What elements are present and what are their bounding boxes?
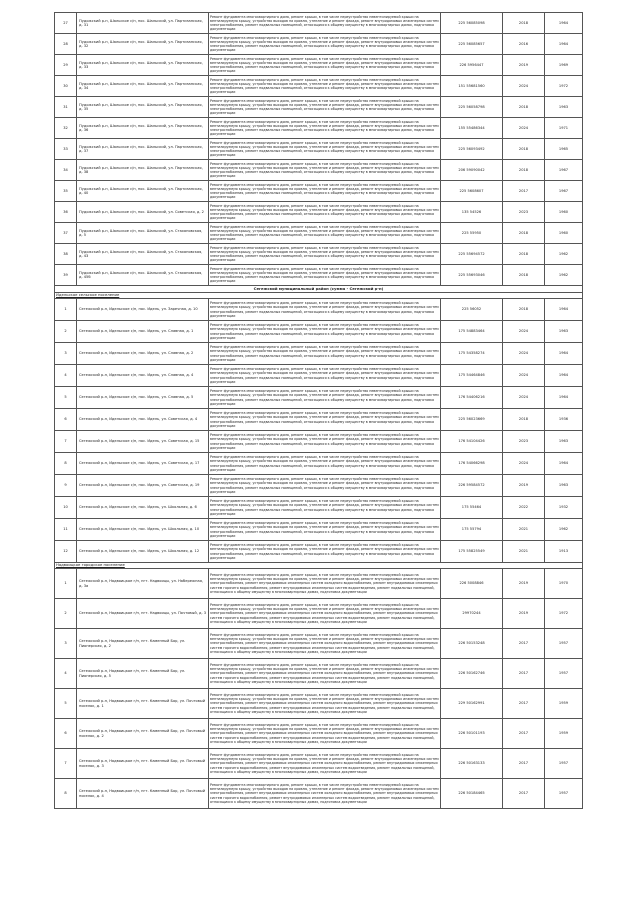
address-cell: Сегежский р-н, Надвоицкое г/п, пгт. Каменный Бор, ул. Пионерская, д. 5 <box>77 659 209 689</box>
work-description-cell: Ремонт фундамента многоквартирного дома, ремонт крыши, в том числе переустройство невентилируемой крыши на вентилируемую крышу, устройство выходов на кровлю, утепление и ремонт фасада, ремонт внутридомовых инженерных систем электроснабжения, ремонт подвальных помещений, относящихся к общему имуществу в многоквартирных домах, подготовка документации <box>209 55 441 76</box>
table-row <box>55 541 583 563</box>
cost-cell: 226 50184465 <box>441 779 503 809</box>
address-cell: Пудожский р-н, Шальское с/п, пос. Шальский, ул. Партизанская, д. 33 <box>77 55 209 76</box>
address-cell: Сегежский р-н, Идельское с/п, пос. Идель, ул. Советская, д. 4 <box>77 409 209 431</box>
row-number: 38 <box>55 244 77 265</box>
work-description-cell: Ремонт фундамента многоквартирного дома, ремонт крыши, в том числе переустройство невентилируемой крыши на вентилируемую крышу, устройство выходов на кровлю, утепление и ремонт фасада, ремонт внутридомовых инженерных систем электроснабжения, ремонт подвальных помещений, относящихся к общему имуществу в многоквартирных домах, подготовка документации <box>209 453 441 475</box>
built-year-cell: 1964 <box>545 299 583 321</box>
year-cell: 2024 <box>503 365 545 387</box>
row-number: 34 <box>55 160 77 181</box>
work-description-cell: Ремонт фундамента многоквартирного дома, ремонт крыши, в том числе переустройство невентилируемой крыши на вентилируемую крышу, устройство выходов на кровлю, утепление и ремонт фасада, ремонт внутридомовых инженерных систем электроснабжения, ремонт подвальных помещений, относящихся к общему имуществу в многоквартирных домах, подготовка документации <box>209 223 441 244</box>
address-cell: Пудожский р-н, Шальское с/п, пос. Шальский, ул. Партизанская, д. 40 <box>77 181 209 202</box>
year-cell: 2024 <box>503 76 545 97</box>
work-description-cell: Ремонт фундамента многоквартирного дома, ремонт крыши, в том числе переустройство невентилируемой крыши на вентилируемую крышу, устройство выходов на кровлю, утепление и ремонт фасада, ремонт внутридомовых инженерных систем электроснабжения, ремонт подвальных помещений, относящихся к общему имуществу в многоквартирных домах, подготовка документации <box>209 181 441 202</box>
address-cell: Сегежский р-н, Надвоицкое г/п, пгт. Каменный Бор, ул. Почтовый поселок, д. 2 <box>77 719 209 749</box>
cost-cell: 226 50163133 <box>441 749 503 779</box>
built-year-cell: 1963 <box>545 97 583 118</box>
work-description-cell: Ремонт фундамента многоквартирного дома, ремонт крыши, в том числе переустройство невентилируемой крыши на вентилируемую крышу, устройство выходов на кровлю, утепление и ремонт фасада, ремонт внутридомовых инженерных систем электроснабжения, ремонт подвальных помещений, относящихся к общему имуществу в многоквартирных домах, подготовка документации <box>209 202 441 223</box>
address-cell: Сегежский р-н, Идельское с/п, пос. Идель, ул. Славная, д. 5 <box>77 387 209 409</box>
table-row <box>55 321 583 343</box>
cost-cell: 176 54406216 <box>441 387 503 409</box>
work-description-cell: Ремонт фундамента многоквартирного дома, ремонт крыши, в том числе переустройство невентилируемой крыши на вентилируемую крышу, устройство выходов на кровлю, утепление и ремонт фасада, ремонт внутридомовых инженерных систем электроснабжения, ремонт подвальных помещений, относящихся к общему имуществу в многоквартирных домах, подготовка документации <box>209 34 441 55</box>
built-year-cell: 1957 <box>545 749 583 779</box>
built-year-cell: 1957 <box>545 629 583 659</box>
work-description-cell: Ремонт фундамента многоквартирного дома, ремонт крыши, в том числе переустройство невентилируемой крыши на вентилируемую крышу, устройство выходов на кровлю, утепление и ремонт фасада, ремонт внутридомовых инженерных систем электроснабжения, ремонт подвальных помещений, относящихся к общему имуществу в многоквартирных домах, подготовка документации <box>209 299 441 321</box>
cost-cell: 225 56023669 <box>441 409 503 431</box>
cost-cell: 206 59090042 <box>441 160 503 181</box>
row-number: 4 <box>55 659 77 689</box>
table-row <box>55 599 583 629</box>
year-cell: 2021 <box>503 519 545 541</box>
cost-cell: 229 50162991 <box>441 689 503 719</box>
cost-cell: 175 54358274 <box>441 343 503 365</box>
year-cell: 2023 <box>503 431 545 453</box>
built-year-cell: 1959 <box>545 719 583 749</box>
address-cell: Сегежский р-н, Идельское с/п, пос. Идель, ул. Славная, д. 4 <box>77 365 209 387</box>
address-cell: Сегежский р-н, Идельское с/п, пос. Идель, ул. Советская, д. 19 <box>77 475 209 497</box>
row-number: 5 <box>55 689 77 719</box>
address-cell: Сегежский р-н, Идельское с/п, пос. Идель, ул. Школьная, д. 10 <box>77 519 209 541</box>
row-number: 27 <box>55 13 77 34</box>
row-number: 1 <box>55 299 77 321</box>
built-year-cell: 1962 <box>545 519 583 541</box>
year-cell: 2018 <box>503 160 545 181</box>
row-number: 33 <box>55 139 77 160</box>
cost-cell: 135 54526 <box>441 202 503 223</box>
work-description-cell: Ремонт фундамента многоквартирного дома, ремонт крыши, в том числе переустройство невентилируемой крыши на вентилируемую крышу, устройство выходов на кровлю, утепление и ремонт фасада, ремонт внутридомовых инженерных систем электроснабжения, ремонт подвальных помещений, относящихся к общему имуществу в многоквартирных домах, подготовка документации <box>209 160 441 181</box>
address-cell: Пудожский р-н, Шальское с/п, пос. Шальский, ул. Стахановская, д. 45б <box>77 265 209 286</box>
work-description-cell: Ремонт фундамента многоквартирного дома, ремонт крыши, в том числе переустройство невентилируемой крыши на вентилируемую крышу, устройство выходов на кровлю, утепление и ремонт фасада, ремонт внутридомовых инженерных систем электроснабжения, ремонт подвальных помещений, относящихся к общему имуществу в многоквартирных домах, подготовка документации <box>209 409 441 431</box>
year-cell: 2024 <box>503 118 545 139</box>
address-cell: Сегежский р-н, Идельское с/п, пос. Идель, ул. Советская, д. 15 <box>77 431 209 453</box>
year-cell: 2019 <box>503 569 545 599</box>
work-description-cell: Ремонт фундамента многоквартирного дома, ремонт крыши, в том числе переустройство невентилируемой крыши на вентилируемую крышу, устройство выходов на кровлю, утепление и ремонт фасада, ремонт внутридомовых инженерных систем электроснабжения, ремонт подвальных помещений, относящихся к общему имуществу в многоквартирных домах, подготовка документации <box>209 365 441 387</box>
built-year-cell: 1964 <box>545 453 583 475</box>
address-cell: Пудожский р-н, Шальское с/п, пос. Шальский, ул. Партизанская, д. 31 <box>77 13 209 34</box>
address-cell: Сегежский р-н, Надвоицкое г/п, пгт. Каменный Бор, ул. Почтовый поселок, д. 4 <box>77 779 209 809</box>
row-number: 28 <box>55 34 77 55</box>
address-cell: Пудожский р-н, Шальское с/п, пос. Шальский, ул. Партизанская, д. 36 <box>77 118 209 139</box>
year-cell: 2016 <box>503 34 545 55</box>
table-row <box>55 202 583 223</box>
cost-cell: 151 55681560 <box>441 76 503 97</box>
year-cell: 2021 <box>503 541 545 563</box>
table-row <box>55 749 583 779</box>
table-row <box>55 689 583 719</box>
built-year-cell: 1964 <box>545 13 583 34</box>
built-year-cell: 1960 <box>545 202 583 223</box>
year-cell: 2019 <box>503 599 545 629</box>
year-cell: 2018 <box>503 409 545 431</box>
year-cell: 2019 <box>503 55 545 76</box>
table-row <box>55 299 583 321</box>
address-cell: Сегежский р-н, Идельское с/п, пос. Идель, ул. Славная, д. 2 <box>77 343 209 365</box>
address-cell: Пудожский р-н, Шальское с/п, пос. Шальский, ул. Партизанская, д. 37 <box>77 139 209 160</box>
work-description-cell: Ремонт фундамента многоквартирного дома, ремонт крыши, в том числе переустройство невентилируемой крыши на вентилируемую крышу, устройство выходов на кровлю, утепление и ремонт фасада, ремонт внутридомовых инженерных систем электроснабжения, ремонт подвальных помещений, относящихся к общему имуществу в многоквартирных домах, подготовка документации <box>209 519 441 541</box>
built-year-cell: 1964 <box>545 343 583 365</box>
table-row <box>55 223 583 244</box>
built-year-cell: 1964 <box>545 387 583 409</box>
work-description-cell: Ремонт фундамента многоквартирного дома, ремонт крыши, в том числе переустройство невентилируемой крыши на вентилируемую крышу, устройство выходов на кровлю, утепление и ремонт фасада, ремонт внутридомовых инженерных систем электроснабжения, ремонт внутридомовых инженерных систем холодного водоснабжения, ремонт внутридомовых инженерных систем горячего водоснабжения, ремонт внутридомовых инженерных систем водоотведения, ремонт подвальных помещений, относящихся к общему имуществу в многоквартирных домах, подготовка документации <box>209 569 441 599</box>
row-number: 35 <box>55 181 77 202</box>
table-row <box>55 387 583 409</box>
work-description-cell: Ремонт фундамента многоквартирного дома, ремонт крыши, в том числе переустройство невентилируемой крыши на вентилируемую крышу, устройство выходов на кровлю, утепление и ремонт фасада, ремонт внутридомовых инженерных систем электроснабжения, ремонт внутридомовых инженерных систем холодного водоснабжения, ремонт внутридомовых инженерных систем горячего водоснабжения, ремонт внутридомовых инженерных систем водоотведения, ремонт подвальных помещений, относящихся к общему имуществу в многоквартирных домах, подготовка документации <box>209 599 441 629</box>
work-description-cell: Ремонт фундамента многоквартирного дома, ремонт крыши, в том числе переустройство невентилируемой крыши на вентилируемую крышу, устройство выходов на кровлю, утепление и ремонт фасада, ремонт внутридомовых инженерных систем электроснабжения, ремонт подвальных помещений, относящихся к общему имуществу в многоквартирных домах, подготовка документации <box>209 97 441 118</box>
row-number: 10 <box>55 497 77 519</box>
table-row <box>55 453 583 475</box>
table-row <box>55 475 583 497</box>
year-cell: 2018 <box>503 13 545 34</box>
address-cell: Пудожский р-н, Шальское с/п, пос. Шальский, ул. Советская, д. 2 <box>77 202 209 223</box>
year-cell: 2023 <box>503 202 545 223</box>
address-cell: Сегежский р-н, Надвоицкое г/п, пгт. Надвоицы, ул. Почтовый, д. 3 <box>77 599 209 629</box>
row-number: 11 <box>55 519 77 541</box>
row-number: 1 <box>55 569 77 599</box>
work-description-cell: Ремонт фундамента многоквартирного дома, ремонт крыши, в том числе переустройство невентилируемой крыши на вентилируемую крышу, устройство выходов на кровлю, утепление и ремонт фасада, ремонт внутридомовых инженерных систем электроснабжения, ремонт внутридомовых инженерных систем холодного водоснабжения, ремонт внутридомовых инженерных систем горячего водоснабжения, ремонт внутридомовых инженерных систем водоотведения, ремонт подвальных помещений, относящихся к общему имуществу в многоквартирных домах, подготовка документации <box>209 689 441 719</box>
cost-cell: 175 55825549 <box>441 541 503 563</box>
work-description-cell: Ремонт фундамента многоквартирного дома, ремонт крыши, в том числе переустройство невентилируемой крыши на вентилируемую крышу, устройство выходов на кровлю, утепление и ремонт фасада, ремонт внутридомовых инженерных систем электроснабжения, ремонт подвальных помещений, относящихся к общему имуществу в многоквартирных домах, подготовка документации <box>209 497 441 519</box>
built-year-cell: 1970 <box>545 569 583 599</box>
row-number: 7 <box>55 749 77 779</box>
built-year-cell: 1963 <box>545 321 583 343</box>
cost-cell: 175 54883464 <box>441 321 503 343</box>
table-row <box>55 97 583 118</box>
work-description-cell: Ремонт фундамента многоквартирного дома, ремонт крыши, в том числе переустройство невентилируемой крыши на вентилируемую крышу, устройство выходов на кровлю, утепление и ремонт фасада, ремонт внутридомовых инженерных систем электроснабжения, ремонт внутридомовых инженерных систем холодного водоснабжения, ремонт внутридомовых инженерных систем горячего водоснабжения, ремонт внутридомовых инженерных систем водоотведения, ремонт подвальных помещений, относящихся к общему имуществу в многоквартирных домах, подготовка документации <box>209 749 441 779</box>
year-cell: 2018 <box>503 97 545 118</box>
built-year-cell: 1932 <box>545 497 583 519</box>
built-year-cell: 1965 <box>545 139 583 160</box>
subsection-nadvoitskoe: Надвоицкое городское поселение <box>55 563 583 569</box>
row-number: 6 <box>55 409 77 431</box>
cost-cell: 225 56085098 <box>441 13 503 34</box>
table-row <box>55 244 583 265</box>
work-description-cell: Ремонт фундамента многоквартирного дома, ремонт крыши, в том числе переустройство невентилируемой крыши на вентилируемую крышу, устройство выходов на кровлю, утепление и ремонт фасада, ремонт внутридомовых инженерных систем электроснабжения, ремонт подвальных помещений, относящихся к общему имуществу в многоквартирных домах, подготовка документации <box>209 76 441 97</box>
repair-program-table <box>54 12 583 809</box>
row-number: 9 <box>55 475 77 497</box>
row-number: 31 <box>55 97 77 118</box>
work-description-cell: Ремонт фундамента многоквартирного дома, ремонт крыши, в том числе переустройство невентилируемой крыши на вентилируемую крышу, устройство выходов на кровлю, утепление и ремонт фасада, ремонт внутридомовых инженерных систем электроснабжения, ремонт подвальных помещений, относящихся к общему имуществу в многоквартирных домах, подготовка документации <box>209 343 441 365</box>
built-year-cell: 1967 <box>545 181 583 202</box>
year-cell: 2017 <box>503 749 545 779</box>
cost-cell: 176 54104426 <box>441 431 503 453</box>
work-description-cell: Ремонт фундамента многоквартирного дома, ремонт крыши, в том числе переустройство невентилируемой крыши на вентилируемую крышу, устройство выходов на кровлю, утепление и ремонт фасада, ремонт внутридомовых инженерных систем электроснабжения, ремонт внутридомовых инженерных систем холодного водоснабжения, ремонт внутридомовых инженерных систем горячего водоснабжения, ремонт внутридомовых инженерных систем водоотведения, ремонт подвальных помещений, относящихся к общему имуществу в многоквартирных домах, подготовка документации <box>209 779 441 809</box>
address-cell: Пудожский р-н, Шальское с/п, пос. Шальский, ул. Стахановская, д. 5 <box>77 223 209 244</box>
table-row <box>55 13 583 34</box>
address-cell: Сегежский р-н, Надвоицкое г/п, пгт. Надвоицы, ул. Набережная, д. 3а <box>77 569 209 599</box>
cost-cell: 225 56085657 <box>441 34 503 55</box>
address-cell: Пудожский р-н, Шальское с/п, пос. Шальский, ул. Стахановская, д. 43 <box>77 244 209 265</box>
row-number: 5 <box>55 387 77 409</box>
cost-cell: 29970244 <box>441 599 503 629</box>
year-cell: 2017 <box>503 659 545 689</box>
row-number: 2 <box>55 321 77 343</box>
built-year-cell: 1959 <box>545 689 583 719</box>
cost-cell: 226 59584572 <box>441 475 503 497</box>
built-year-cell: 1972 <box>545 599 583 629</box>
year-cell: 2024 <box>503 343 545 365</box>
cost-cell: 175 54464846 <box>441 365 503 387</box>
year-cell: 2017 <box>503 181 545 202</box>
row-number: 39 <box>55 265 77 286</box>
work-description-cell: Ремонт фундамента многоквартирного дома, ремонт крыши, в том числе переустройство невентилируемой крыши на вентилируемую крышу, устройство выходов на кровлю, утепление и ремонт фасада, ремонт внутридомовых инженерных систем электроснабжения, ремонт подвальных помещений, относящихся к общему имуществу в многоквартирных домах, подготовка документации <box>209 139 441 160</box>
year-cell: 2019 <box>503 475 545 497</box>
row-number: 30 <box>55 76 77 97</box>
year-cell: 2022 <box>503 497 545 519</box>
cost-cell: 225 5608607 <box>441 181 503 202</box>
work-description-cell: Ремонт фундамента многоквартирного дома, ремонт крыши, в том числе переустройство невентилируемой крыши на вентилируемую крышу, устройство выходов на кровлю, утепление и ремонт фасада, ремонт внутридомовых инженерных систем электроснабжения, ремонт подвальных помещений, относящихся к общему имуществу в многоквартирных домах, подготовка документации <box>209 387 441 409</box>
address-cell: Сегежский р-н, Идельское с/п, пос. Идель, ул. Советская, д. 17 <box>77 453 209 475</box>
table-row <box>55 181 583 202</box>
cost-cell: 225 56058798 <box>441 97 503 118</box>
work-description-cell: Ремонт фундамента многоквартирного дома, ремонт крыши, в том числе переустройство невентилируемой крыши на вентилируемую крышу, устройство выходов на кровлю, утепление и ремонт фасада, ремонт внутридомовых инженерных систем электроснабжения, ремонт подвальных помещений, относящихся к общему имуществу в многоквартирных домах, подготовка документации <box>209 13 441 34</box>
table-row <box>55 659 583 689</box>
built-year-cell: 1964 <box>545 365 583 387</box>
year-cell: 2017 <box>503 629 545 659</box>
group-idelskoe <box>55 299 583 563</box>
table-row <box>55 629 583 659</box>
work-description-cell: Ремонт фундамента многоквартирного дома, ремонт крыши, в том числе переустройство невентилируемой крыши на вентилируемую крышу, устройство выходов на кровлю, утепление и ремонт фасада, ремонт внутридомовых инженерных систем электроснабжения, ремонт подвальных помещений, относящихся к общему имуществу в многоквартирных домах, подготовка документации <box>209 244 441 265</box>
row-number: 6 <box>55 719 77 749</box>
table-row <box>55 497 583 519</box>
row-number: 8 <box>55 453 77 475</box>
row-number: 32 <box>55 118 77 139</box>
table-row <box>55 343 583 365</box>
row-number: 7 <box>55 431 77 453</box>
work-description-cell: Ремонт фундамента многоквартирного дома, ремонт крыши, в том числе переустройство невентилируемой крыши на вентилируемую крышу, устройство выходов на кровлю, утепление и ремонт фасада, ремонт внутридомовых инженерных систем электроснабжения, ремонт подвальных помещений, относящихся к общему имуществу в многоквартирных домах, подготовка документации <box>209 541 441 563</box>
row-number: 37 <box>55 223 77 244</box>
year-cell: 2018 <box>503 244 545 265</box>
cost-cell: 175 55794 <box>441 519 503 541</box>
built-year-cell: 1969 <box>545 55 583 76</box>
group-shalskoe <box>55 13 583 286</box>
built-year-cell: 1960 <box>545 223 583 244</box>
year-cell: 2017 <box>503 779 545 809</box>
row-number: 3 <box>55 629 77 659</box>
cost-cell: 225 56093492 <box>441 139 503 160</box>
work-description-cell: Ремонт фундамента многоквартирного дома, ремонт крыши, в том числе переустройство невентилируемой крыши на вентилируемую крышу, устройство выходов на кровлю, утепление и ремонт фасада, ремонт внутридомовых инженерных систем электроснабжения, ремонт внутридомовых инженерных систем холодного водоснабжения, ремонт внутридомовых инженерных систем горячего водоснабжения, ремонт внутридомовых инженерных систем водоотведения, ремонт подвальных помещений, относящихся к общему имуществу в многоквартирных домах, подготовка документации <box>209 659 441 689</box>
year-cell: 2018 <box>503 139 545 160</box>
cost-cell: 225 55694572 <box>441 244 503 265</box>
built-year-cell: 1962 <box>545 244 583 265</box>
year-cell: 2024 <box>503 321 545 343</box>
year-cell: 2024 <box>503 453 545 475</box>
built-year-cell: 1957 <box>545 779 583 809</box>
section-title: Сегежский муниципальный район (сумма - Сегежский р-н) <box>55 286 583 293</box>
table-row <box>55 160 583 181</box>
program-table-page <box>54 12 582 809</box>
group-nadvoitskoe <box>55 569 583 809</box>
cost-cell: 175 55464 <box>441 497 503 519</box>
row-number: 2 <box>55 599 77 629</box>
address-cell: Пудожский р-н, Шальское с/п, пос. Шальский, ул. Партизанская, д. 34 <box>77 76 209 97</box>
row-number: 4 <box>55 365 77 387</box>
row-number: 3 <box>55 343 77 365</box>
address-cell: Пудожский р-н, Шальское с/п, пос. Шальский, ул. Партизанская, д. 35 <box>77 97 209 118</box>
cost-cell: 225 55950 <box>441 223 503 244</box>
cost-cell: 226 5956447 <box>441 55 503 76</box>
table-row <box>55 265 583 286</box>
built-year-cell: 1936 <box>545 409 583 431</box>
cost-cell: 225 55693046 <box>441 265 503 286</box>
subsection-idelskoe: Идельское сельское поселение <box>55 293 583 299</box>
address-cell: Пудожский р-н, Шальское с/п, пос. Шальский, ул. Партизанская, д. 38 <box>77 160 209 181</box>
row-number: 36 <box>55 202 77 223</box>
built-year-cell: 1964 <box>545 34 583 55</box>
work-description-cell: Ремонт фундамента многоквартирного дома, ремонт крыши, в том числе переустройство невентилируемой крыши на вентилируемую крышу, устройство выходов на кровлю, утепление и ремонт фасада, ремонт внутридомовых инженерных систем электроснабжения, ремонт подвальных помещений, относящихся к общему имуществу в многоквартирных домах, подготовка документации <box>209 475 441 497</box>
cost-cell: 155 55486344 <box>441 118 503 139</box>
work-description-cell: Ремонт фундамента многоквартирного дома, ремонт крыши, в том числе переустройство невентилируемой крыши на вентилируемую крышу, устройство выходов на кровлю, утепление и ремонт фасада, ремонт внутридомовых инженерных систем электроснабжения, ремонт подвальных помещений, относящихся к общему имуществу в многоквартирных домах, подготовка документации <box>209 118 441 139</box>
table-row <box>55 431 583 453</box>
built-year-cell: 1957 <box>545 659 583 689</box>
cost-cell: 226 5008846 <box>441 569 503 599</box>
table-row <box>55 569 583 599</box>
table-row <box>55 719 583 749</box>
year-cell: 2018 <box>503 265 545 286</box>
address-cell: Сегежский р-н, Идельское с/п, пос. Идель, ул. Заречная, д. 10 <box>77 299 209 321</box>
built-year-cell: 1963 <box>545 475 583 497</box>
address-cell: Сегежский р-н, Надвоицкое г/п, пгт. Каменный Бор, ул. Почтовый поселок, д. 1 <box>77 689 209 719</box>
year-cell: 2024 <box>503 387 545 409</box>
table-row <box>55 34 583 55</box>
year-cell: 2018 <box>503 223 545 244</box>
year-cell: 2018 <box>503 299 545 321</box>
address-cell: Пудожский р-н, Шальское с/п, пос. Шальский, ул. Партизанская, д. 32 <box>77 34 209 55</box>
cost-cell: 226 50101193 <box>441 719 503 749</box>
cost-cell: 225 56052 <box>441 299 503 321</box>
address-cell: Сегежский р-н, Надвоицкое г/п, пгт. Каменный Бор, ул. Почтовый поселок, д. 3 <box>77 749 209 779</box>
work-description-cell: Ремонт фундамента многоквартирного дома, ремонт крыши, в том числе переустройство невентилируемой крыши на вентилируемую крышу, устройство выходов на кровлю, утепление и ремонт фасада, ремонт внутридомовых инженерных систем электроснабжения, ремонт внутридомовых инженерных систем холодного водоснабжения, ремонт внутридомовых инженерных систем горячего водоснабжения, ремонт внутридомовых инженерных систем водоотведения, ремонт подвальных помещений, относящихся к общему имуществу в многоквартирных домах, подготовка документации <box>209 719 441 749</box>
table-row <box>55 76 583 97</box>
work-description-cell: Ремонт фундамента многоквартирного дома, ремонт крыши, в том числе переустройство невентилируемой крыши на вентилируемую крышу, устройство выходов на кровлю, утепление и ремонт фасада, ремонт внутридомовых инженерных систем электроснабжения, ремонт подвальных помещений, относящихся к общему имуществу в многоквартирных домах, подготовка документации <box>209 321 441 343</box>
year-cell: 2017 <box>503 689 545 719</box>
built-year-cell: 1971 <box>545 118 583 139</box>
table-row <box>55 519 583 541</box>
built-year-cell: 1967 <box>545 160 583 181</box>
work-description-cell: Ремонт фундамента многоквартирного дома, ремонт крыши, в том числе переустройство невентилируемой крыши на вентилируемую крышу, устройство выходов на кровлю, утепление и ремонт фасада, ремонт внутридомовых инженерных систем электроснабжения, ремонт подвальных помещений, относящихся к общему имуществу в многоквартирных домах, подготовка документации <box>209 265 441 286</box>
section-header <box>55 286 583 299</box>
row-number: 8 <box>55 779 77 809</box>
built-year-cell: 1962 <box>545 265 583 286</box>
address-cell: Сегежский р-н, Идельское с/п, пос. Идель, ул. Школьная, д. 6 <box>77 497 209 519</box>
address-cell: Сегежский р-н, Идельское с/п, пос. Идель, ул. Школьная, д. 12 <box>77 541 209 563</box>
built-year-cell: 1963 <box>545 431 583 453</box>
table-row <box>55 365 583 387</box>
cost-cell: 176 54066298 <box>441 453 503 475</box>
table-row <box>55 139 583 160</box>
table-row <box>55 409 583 431</box>
built-year-cell: 1913 <box>545 541 583 563</box>
row-number: 29 <box>55 55 77 76</box>
table-row <box>55 118 583 139</box>
work-description-cell: Ремонт фундамента многоквартирного дома, ремонт крыши, в том числе переустройство невентилируемой крыши на вентилируемую крышу, устройство выходов на кровлю, утепление и ремонт фасада, ремонт внутридомовых инженерных систем электроснабжения, ремонт подвальных помещений, относящихся к общему имуществу в многоквартирных домах, подготовка документации <box>209 431 441 453</box>
address-cell: Сегежский р-н, Надвоицкое г/п, пгт. Каменный Бор, ул. Пионерская, д. 2 <box>77 629 209 659</box>
year-cell: 2017 <box>503 719 545 749</box>
cost-cell: 226 50162746 <box>441 659 503 689</box>
row-number: 12 <box>55 541 77 563</box>
built-year-cell: 1972 <box>545 76 583 97</box>
work-description-cell: Ремонт фундамента многоквартирного дома, ремонт крыши, в том числе переустройство невентилируемой крыши на вентилируемую крышу, устройство выходов на кровлю, утепление и ремонт фасада, ремонт внутридомовых инженерных систем электроснабжения, ремонт внутридомовых инженерных систем холодного водоснабжения, ремонт внутридомовых инженерных систем горячего водоснабжения, ремонт внутридомовых инженерных систем водоотведения, ремонт подвальных помещений, относящихся к общему имуществу в многоквартирных домах, подготовка документации <box>209 629 441 659</box>
cost-cell: 226 50153248 <box>441 629 503 659</box>
address-cell: Сегежский р-н, Идельское с/п, пос. Идель, ул. Славная, д. 1 <box>77 321 209 343</box>
table-row <box>55 779 583 809</box>
table-row <box>55 55 583 76</box>
